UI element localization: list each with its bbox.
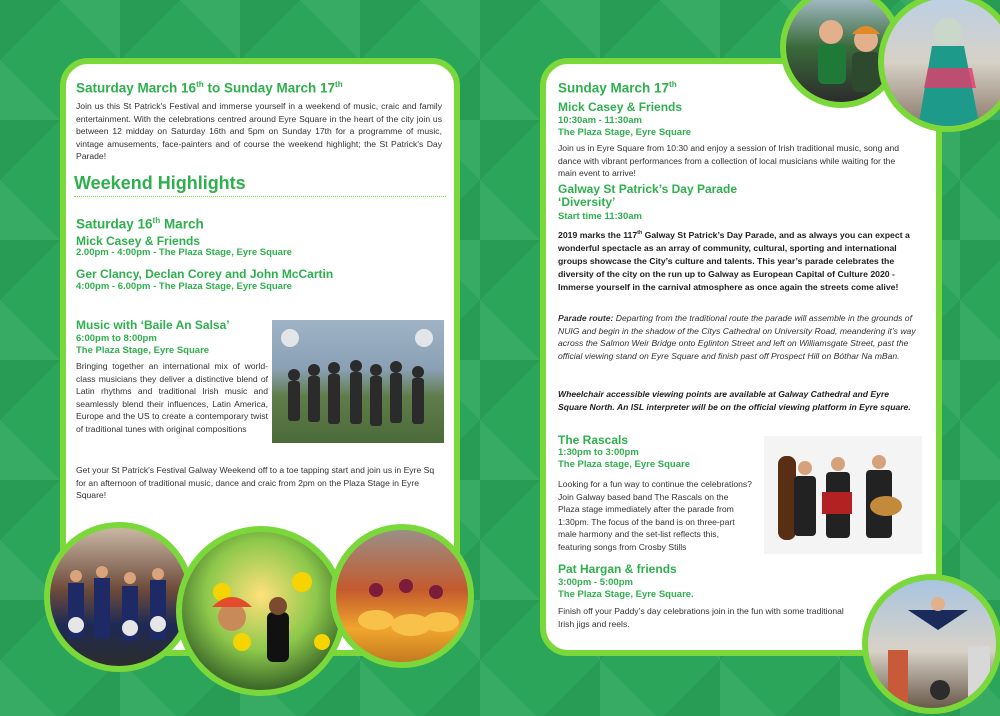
parade-dancers-photo bbox=[330, 524, 474, 668]
mick-casey-description: Join us in Eyre Square from 10:30 and enjoy a session of Irish traditional music, song and dance with vibrant performances from a collection of local musicians while waiting for the main event to arrive! bbox=[558, 143, 900, 179]
pat-hargan-description: Finish off your Paddy’s day celebrations join in the fun with some traditional Irish jigs and reels. bbox=[558, 606, 844, 629]
mick-casey-heading: Mick Casey & Friends bbox=[558, 100, 683, 114]
event-time: 2.00pm - 4:00pm - The Plaza Stage, Eyre Square bbox=[76, 247, 292, 258]
parade-route: Parade route: Departing from the traditional route the parade will assemble in the grounds of NUIG and begin in the shadow of the Citys Cathedral on University Road, meandering it’s way across the Salmon Weir Bridge onto Eglinton Street and left on Williamsgate Street, past the official viewing stand on Eyre Square and finish past off Prospect Hill on Bóthar Na mBan. bbox=[558, 313, 916, 361]
pat-hargan-time: 3:00pm - 5:00pm bbox=[558, 577, 633, 588]
rascals-heading: The Rascals bbox=[558, 433, 629, 447]
salsa-band-photo bbox=[272, 320, 444, 443]
sunday-heading: Sunday March 17th bbox=[558, 80, 677, 96]
rascals-venue: The Plaza stage, Eyre Square bbox=[558, 459, 691, 470]
mick-casey-venue: The Plaza Stage, Eyre Square bbox=[558, 127, 692, 138]
weekend-highlights-heading: Weekend Highlights bbox=[74, 173, 446, 197]
rascals-description: Looking for a fun way to continue the celebrations? Join Galway based band The Rascals on the Plaza stage immediately after the parade from 1:30pm. The focus of the band is on three-part male harmony and the set-list reflects this, featuring songs from Crosby Stills bbox=[558, 479, 752, 552]
pat-hargan-venue: The Plaza Stage, Eyre Square. bbox=[558, 589, 694, 600]
closing-text: Get your St Patrick's Festival Galway Weekend off to a toe tapping start and join us in Eyre Sq for an afternoon of traditional music, dance and craic from 2pm on the Plaza Stage in Eyre Square! bbox=[76, 465, 435, 501]
accessibility-note: Wheelchair accessible viewing points are available at Galway Cathedral and Eyre Square North. An ISL interpreter will be on the official viewing platform in Eyre square. bbox=[558, 389, 911, 412]
event-name: Mick Casey & Friends bbox=[76, 234, 201, 248]
salsa-venue: The Plaza Stage, Eyre Square bbox=[76, 345, 210, 356]
mick-casey-time: 10:30am - 11:30am bbox=[558, 115, 642, 126]
parade-children-photo bbox=[176, 526, 346, 696]
event-time: 4:00pm - 6.00pm - The Plaza Stage, Eyre Square bbox=[76, 281, 292, 292]
saturday-heading: Saturday 16th March bbox=[76, 216, 204, 232]
salsa-title: Music with ‘Baile An Salsa’ bbox=[76, 318, 230, 332]
event-name: Ger Clancy, Declan Corey and John McCartin bbox=[76, 267, 334, 281]
parade-description: 2019 marks the 117th Galway St Patrick’s Day Parade, and as always you can expect a wonderful spectacle as an array of community, cultural, sporting and international groups showcase the City’s culture and talents. This year’s parade celebrates the diversity of the city on the run up to Galway as European Capital of Culture 2020 - Immerse yourself in the carnival atmosphere as once again the streets come alive! bbox=[558, 229, 910, 292]
weekend-title: Saturday March 16th to Sunday March 17th bbox=[76, 80, 343, 96]
rascals-time: 1:30pm to 3:00pm bbox=[558, 447, 639, 458]
pat-hargan-heading: Pat Hargan & friends bbox=[558, 562, 677, 576]
parade-band-photo bbox=[44, 522, 194, 672]
acrobat-photo bbox=[862, 574, 1000, 714]
rascals-band-photo bbox=[764, 436, 922, 554]
parade-start-time: Start time 11:30am bbox=[558, 211, 642, 222]
salsa-time: 6:00pm to 8:00pm bbox=[76, 333, 157, 344]
salsa-description: Bringing together an international mix of world-class musicians they deliver a distinctive blend of Latin rhythms and traditional Irish music and seamlessly blend their influences, Latin America, Europe and the US to create a contemporary twist of traditional tunes with original compositions bbox=[76, 361, 268, 434]
parade-title: Galway St Patrick’s Day Parade ‘Diversity’ bbox=[558, 182, 737, 209]
weekend-intro: Join us this St Patrick's Festival and immerse yourself in a weekend of music, craic and family entertainment. With the celebrations centred around Eyre Square in the heart of the city join us between 12 midday on Saturday 16th and 5pm on Sunday 17th for a programme of music, vintage amusements, face-painters and of course the weekend highlight; the St Patrick's Day Parade! bbox=[76, 101, 442, 162]
